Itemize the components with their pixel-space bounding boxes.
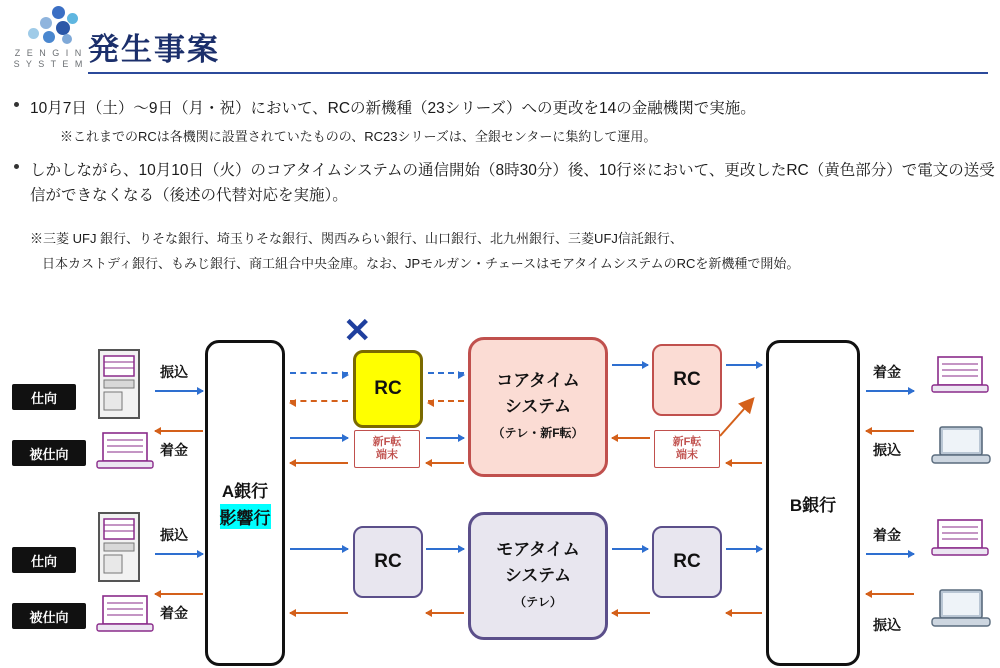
- label-right-2: 振込: [873, 442, 901, 458]
- arrow-left-out-bottom: [155, 593, 203, 595]
- rc-more-left-box: RC: [353, 526, 423, 598]
- bullet-text: しかしながら、10月10日（火）のコアタイムシステムの通信開始（8時30分）後、10行※において、更改したRC（黄色部分）で電文の送受信ができなくなる（後述の代替対応を実施）。: [30, 162, 995, 204]
- terminal-left-box: [354, 430, 420, 468]
- arrow-bankb-to-terminal-right: [726, 462, 762, 464]
- arrow-moresys-to-rc-more: [426, 612, 464, 614]
- bullet-dot-icon: [14, 164, 19, 169]
- arrow-right-out-top: [866, 390, 914, 392]
- more-system-box: [468, 512, 608, 640]
- zengin-logo: [10, 4, 86, 78]
- rc-yellow-box: RC: [353, 350, 423, 428]
- bullet-dot-icon: [14, 102, 19, 107]
- bullet-item: [0, 158, 1000, 208]
- bullet-text: 10月7日（土）～9日（月・祝）において、RCの新機種（23シリーズ）への更改を14の金融機関で実施。: [30, 100, 756, 117]
- x-mark-icon: ✕: [343, 312, 372, 350]
- arrow-rc-right-to-bankb: [726, 548, 762, 550]
- bullet-subnote: ※これまでのRCは各機関に設置されていたものの、RC23シリーズは、全銀センターに集約して運用。: [60, 129, 657, 144]
- arrow-banka-to-rc-more: [290, 548, 348, 550]
- arrow-left-in-top: [155, 390, 203, 392]
- page-title: 発生事案: [88, 32, 220, 67]
- bank-b-name: B銀行: [789, 495, 837, 515]
- arrow-left-in-bottom: [155, 553, 203, 555]
- rc-core-right-box: RC: [652, 344, 722, 416]
- arrow-rc-more-to-banka: [290, 612, 348, 614]
- laptop-icon-bottom-right: [930, 588, 992, 634]
- arrow-rc-more-to-moresys: [426, 548, 464, 550]
- arrow-core-to-terminal: [426, 462, 464, 464]
- label-left-4: 着金: [160, 605, 188, 621]
- label-left-1: 振込: [160, 364, 188, 380]
- terminal-right-line1: 新F転: [672, 436, 702, 448]
- terminal-left-line2: 端末: [376, 449, 398, 461]
- system-diagram: [0, 312, 1000, 668]
- label-right-4: 振込: [873, 617, 901, 633]
- label-left-3: 振込: [160, 527, 188, 543]
- core-system-line2: システム: [504, 397, 572, 416]
- label-right-3: 着金: [873, 527, 901, 543]
- terminal-right-box: [654, 430, 720, 468]
- logo-text-line1: Z E N G I N: [14, 48, 84, 58]
- arrow-left-out-top: [155, 430, 203, 432]
- tag-left-top-receive: 被仕向: [12, 440, 86, 466]
- laptop-icon-bottom-left: [95, 593, 155, 637]
- arrow-right-in-top: [866, 430, 914, 432]
- footnote-line-2: 日本カストディ銀行、もみじ銀行、商工組合中央金庫。なお、JPモルガン・チェースはモアタイムシステムのRCを新機種で開始。: [42, 256, 800, 271]
- arrow-rcright-to-bankb: [726, 364, 762, 366]
- receipt-icon-bottom-right: [930, 517, 990, 561]
- logo-text: [12, 48, 86, 70]
- arrow-banka-to-rc-dashed: [290, 372, 348, 374]
- core-system-box: [468, 337, 608, 477]
- more-system-line1: モアタイム: [496, 540, 580, 559]
- logo-dots-icon: [18, 6, 82, 46]
- laptop-icon-top-left: [95, 430, 155, 474]
- more-system-line2: システム: [504, 566, 572, 585]
- arrow-terminal-to-core: [426, 437, 464, 439]
- arrow-moresys-to-rc-right: [612, 548, 648, 550]
- terminal-left-line1: 新F転: [372, 436, 402, 448]
- arrow-core-to-rc-right: [612, 364, 648, 366]
- atm-icon-bottom-left: [95, 511, 143, 583]
- arrow-right-out-bottom: [866, 553, 914, 555]
- tag-left-bottom-receive: 被仕向: [12, 603, 86, 629]
- bullet-item: [0, 96, 1000, 121]
- arrow-diagonal-orange: [714, 396, 760, 440]
- atm-icon-top-left: [95, 348, 143, 420]
- tag-left-top-send: 仕向: [12, 384, 76, 410]
- title-divider: [88, 72, 988, 74]
- arrow-core-to-rc-dashed: [428, 400, 464, 402]
- bank-b-box: [766, 340, 860, 666]
- page-header: [0, 0, 1000, 82]
- laptop-icon-top-right: [930, 425, 992, 471]
- bank-a-name: A銀行: [221, 482, 269, 501]
- bank-a-box: [205, 340, 285, 666]
- rc-more-right-box: RC: [652, 526, 722, 598]
- arrow-right-in-bottom: [866, 593, 914, 595]
- arrow-rc-to-core-dashed: [428, 372, 464, 374]
- more-system-line3: （テレ）: [514, 595, 562, 609]
- tag-left-bottom-send: 仕向: [12, 547, 76, 573]
- logo-text-line2: S Y S T E M: [13, 59, 85, 69]
- arrow-banka-to-terminal: [290, 437, 348, 439]
- arrow-terminal-to-banka: [290, 462, 348, 464]
- arrow-rc-to-banka-dashed: [290, 400, 348, 402]
- label-left-2: 着金: [160, 442, 188, 458]
- footnote-line-1: ※三菱 UFJ 銀行、りそな銀行、埼玉りそな銀行、関西みらい銀行、山口銀行、北九州銀行、三菱UFJ信託銀行、: [30, 231, 683, 246]
- arrow-bankb-to-rc-right: [726, 612, 762, 614]
- arrow-rc-right-to-moresys: [612, 612, 650, 614]
- receipt-icon-top-right: [930, 354, 990, 398]
- bullet-section: [0, 96, 1000, 276]
- label-right-1: 着金: [873, 364, 901, 380]
- terminal-right-line2: 端末: [676, 449, 698, 461]
- core-system-line1: コアタイム: [496, 371, 580, 390]
- bank-a-status: 影響行: [220, 504, 271, 529]
- core-system-line3: （テレ・新F転）: [492, 426, 584, 440]
